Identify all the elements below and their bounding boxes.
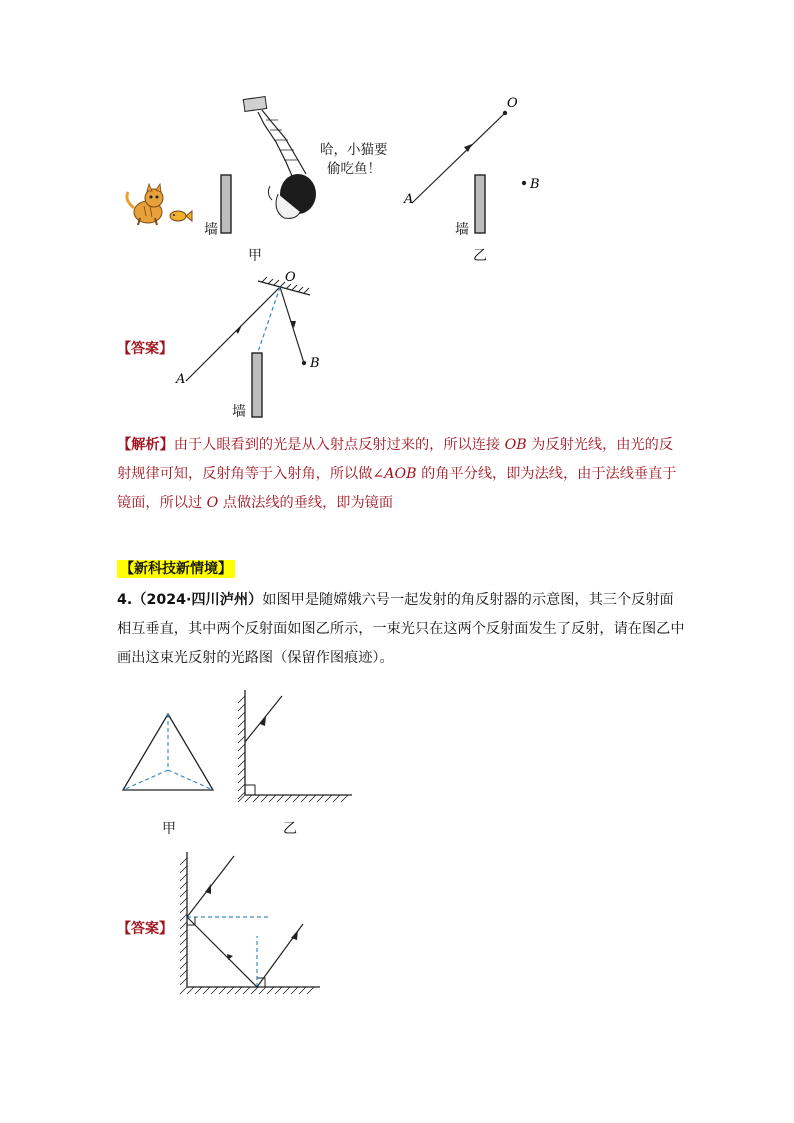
incident-arrow-q4 — [260, 716, 266, 726]
wall-yi — [475, 175, 485, 233]
analysis-text-3: 的角平分线，即为法线，由于法线垂直于镜面，所以过 — [117, 466, 677, 511]
wall-label-jia: 墙 — [204, 222, 218, 238]
fish-illustration — [170, 211, 192, 221]
section-title — [117, 558, 235, 578]
wall-jia — [221, 175, 231, 233]
answer-figure-2 — [172, 850, 327, 1010]
point-o-label: O — [285, 270, 296, 285]
question-text: 如图甲是随嫦娥六号一起发射的角反射器的示意图，其三个反射面相互垂直，其中两个反射面如图乙所示，一束光只在这两个反射面发生了反射，请在图乙中画出这束光反射的光路图（保留作图痕迹）。 — [117, 592, 685, 666]
point-a-label: A — [176, 372, 186, 387]
wall-answer — [252, 353, 262, 417]
corner-mirrors — [238, 690, 352, 802]
answer-figure-1 — [170, 265, 330, 425]
reflected-ray-1 — [187, 917, 257, 987]
analysis-paragraph — [117, 431, 687, 518]
caption-q4-yi: 乙 — [283, 821, 297, 837]
point-o-dot-yi — [503, 111, 507, 115]
point-o-label-yi: O — [507, 96, 518, 111]
answer-tag-1: 【答案】 — [117, 341, 173, 357]
incident-ray-q4 — [245, 696, 282, 742]
figure-q4-yi — [230, 690, 355, 810]
question-4-paragraph — [117, 586, 687, 673]
triangle-hidden-edges — [123, 714, 213, 790]
figure-yi — [400, 95, 560, 245]
answer-tag-2: 【答案】 — [117, 921, 173, 937]
point-b-label: B — [310, 356, 320, 371]
wall-label-answer: 墙 — [232, 404, 246, 420]
question-number: 4. — [117, 592, 133, 608]
analysis-text-1: 由于人眼看到的光是从入射点反射过来的，所以连接 — [173, 437, 505, 453]
point-b-label-yi: B — [530, 177, 540, 192]
caption-q4-jia: 甲 — [162, 821, 176, 837]
wall-label-yi: 墙 — [455, 222, 469, 238]
analysis-o: O — [206, 495, 219, 511]
analysis-aob: ∠AOB — [372, 466, 417, 482]
figure-q4-jia — [118, 710, 218, 800]
normal-line — [257, 287, 280, 355]
incident-ray-yi — [412, 113, 505, 203]
caption-yi: 乙 — [473, 248, 487, 264]
cat-illustration — [127, 184, 163, 225]
section-title-text: 【新科技新情境】 — [117, 560, 235, 578]
figure-jia — [110, 90, 410, 270]
speech-text-line-1: 哈，小猫要 — [320, 142, 388, 158]
speech-text-line-2: 偷吃鱼！ — [327, 161, 381, 177]
answer-corner-mirrors — [180, 852, 320, 994]
analysis-text-4: 点做法线的垂线，即为镜面 — [218, 495, 394, 511]
boy-illustration — [243, 97, 316, 219]
point-b-dot-yi — [522, 181, 526, 185]
question-source: （2024·四川泸州） — [132, 592, 263, 608]
point-b-dot — [302, 361, 306, 365]
analysis-tag: 【解析】 — [117, 437, 174, 453]
reflected-arrow-1 — [227, 954, 233, 960]
point-a-label-yi: A — [404, 192, 414, 207]
analysis-ob: OB — [504, 437, 527, 453]
caption-jia: 甲 — [248, 248, 262, 264]
reflected-ray — [280, 287, 304, 363]
incident-ray — [186, 287, 280, 381]
analysis-text-2: 为反射光线，由光的反射规律可知，反射角等于入射角，所以做 — [117, 437, 674, 482]
